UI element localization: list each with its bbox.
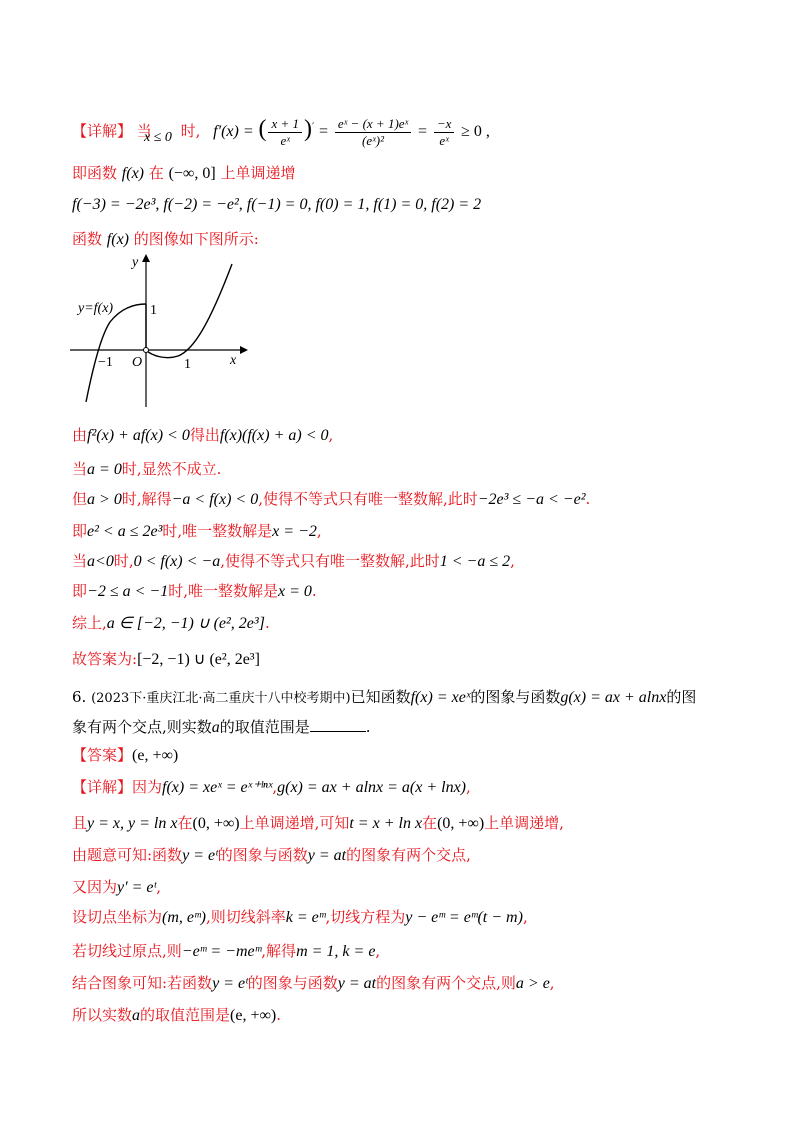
detail-tag: 【详解】: [72, 122, 133, 140]
detail2-line-0: 【详解】因为f(x) = xeˣ = eˣ⁺ˡⁿˣ,g(x) = ax + alnx = a(x + lnx),: [72, 778, 471, 796]
frac-inner: $\frac{x + 1}{\text{eˣ}}$: [268, 116, 302, 149]
tick-y1-label: 1: [150, 303, 157, 318]
sol-line-1: 当a = 0时,显然不成立.: [72, 460, 222, 478]
detail2-line-3: 又因为y′ = eᵗ,: [72, 878, 161, 896]
sol-line-0: 由f²(x) + af(x) < 0得出f(x)(f(x) + a) < 0,: [72, 426, 334, 444]
origin-label: O: [132, 355, 143, 370]
curve-left: [86, 304, 146, 402]
detail2-line-4: 设切点坐标为(m, eᵐ),则切线斜率k = eᵐ,切线方程为y − eᵐ = eᵐ(t − m),: [72, 908, 528, 926]
detail2-line-1: 且y = x, y = ln x在(0, +∞)上单调递增,可知t = x + ln x在(0, +∞)上单调递增,: [72, 814, 564, 832]
tick-neg1-label: −1: [98, 355, 113, 370]
sol-line-5: 即−2 ≤ a < −1时,唯一整数解是x = 0.: [72, 582, 317, 600]
values-line: f(−3) = −2e³, f(−2) = −e², f(−1) = 0, f(0) = 1, f(1) = 0, f(2) = 2: [72, 196, 482, 213]
deriv-tail: ≥ 0 ,: [461, 123, 490, 140]
detail-derivative-line: 【详解】 当 x ≤ 0 时, f′(x) = ( $\frac{x + 1}{\text{eˣ}}$ )′ = $\frac{\text{eˣ − (x + 1)eˣ}}{\text{(eˣ)²}}$ = $\frac{-x}{\text{eˣ}}$ ≥ 0 ,: [72, 115, 490, 148]
frac-small: $\frac{-x}{\text{eˣ}}$: [434, 116, 455, 149]
detail2-line-2: 由题意可知:函数y = eᵗ的图象与函数y = at的图象有两个交点,: [72, 846, 471, 864]
sol-line-2: 但a > 0时,解得−a < f(x) < 0,使得不等式只有唯一整数解,此时−2e³ ≤ −a < −e².: [72, 490, 591, 508]
sol-line-6: 综上,a ∈ [−2, −1) ∪ (e², 2e³].: [72, 614, 270, 632]
detail2-line-5: 若切线过原点,则−eᵐ = −meᵐ,解得m = 1, k = e,: [72, 942, 381, 960]
shi-text: 时,: [180, 122, 201, 140]
deriv-lhs: f′(x) =: [213, 123, 254, 140]
detail2-line-7: 所以实数a的取值范围是(e, +∞).: [72, 1006, 281, 1024]
answer2-line: 【答案】(e, +∞): [72, 746, 179, 764]
y-axis-arrow: [142, 254, 150, 262]
monotone-line: 即函数 f(x) 在 (−∞, 0] 上单调递增: [72, 164, 296, 182]
x-axis-label: x: [230, 353, 237, 368]
frac-big: $\frac{\text{eˣ − (x + 1)eˣ}}{\text{(eˣ)²}}$: [335, 116, 411, 149]
answer-blank: [310, 717, 366, 732]
curve-right: [146, 264, 232, 358]
detail2-line-6: 结合图象可知:若函数y = eᵗ的图象与函数y = at的图象有两个交点,则a > e,: [72, 974, 555, 992]
function-graph: [70, 252, 250, 412]
origin-hollow-point: [144, 348, 149, 353]
sol-line-3: 即e² < a ≤ 2e³时,唯一整数解是x = −2,: [72, 522, 322, 540]
answer1-line: 故答案为:[−2, −1) ∪ (e², 2e³]: [72, 650, 260, 668]
problem6-line2: 象有两个交点,则实数a的取值范围是 .: [72, 718, 371, 736]
condition: x ≤ 0: [144, 130, 172, 145]
sol-line-4: 当a<0时,0 < f(x) < −a,使得不等式只有唯一整数解,此时1 < −a ≤ 2,: [72, 552, 515, 570]
curve-label: y=f(x): [78, 301, 114, 316]
problem6-line1: 6. (2023下·重庆江北·高二重庆十八中校考期中)已知函数f(x) = xeˣ的图象与函数g(x) = ax + alnx的图: [72, 688, 697, 706]
x-axis-arrow: [240, 346, 248, 354]
graph-intro-line: 函数 f(x) 的图像如下图所示:: [72, 230, 259, 248]
problem-source: (2023下·重庆江北·高二重庆十八中校考期中): [91, 691, 351, 706]
tick-1-label: 1: [184, 357, 191, 372]
when-text: 当: [136, 122, 152, 140]
y-axis-label: y: [132, 255, 139, 270]
